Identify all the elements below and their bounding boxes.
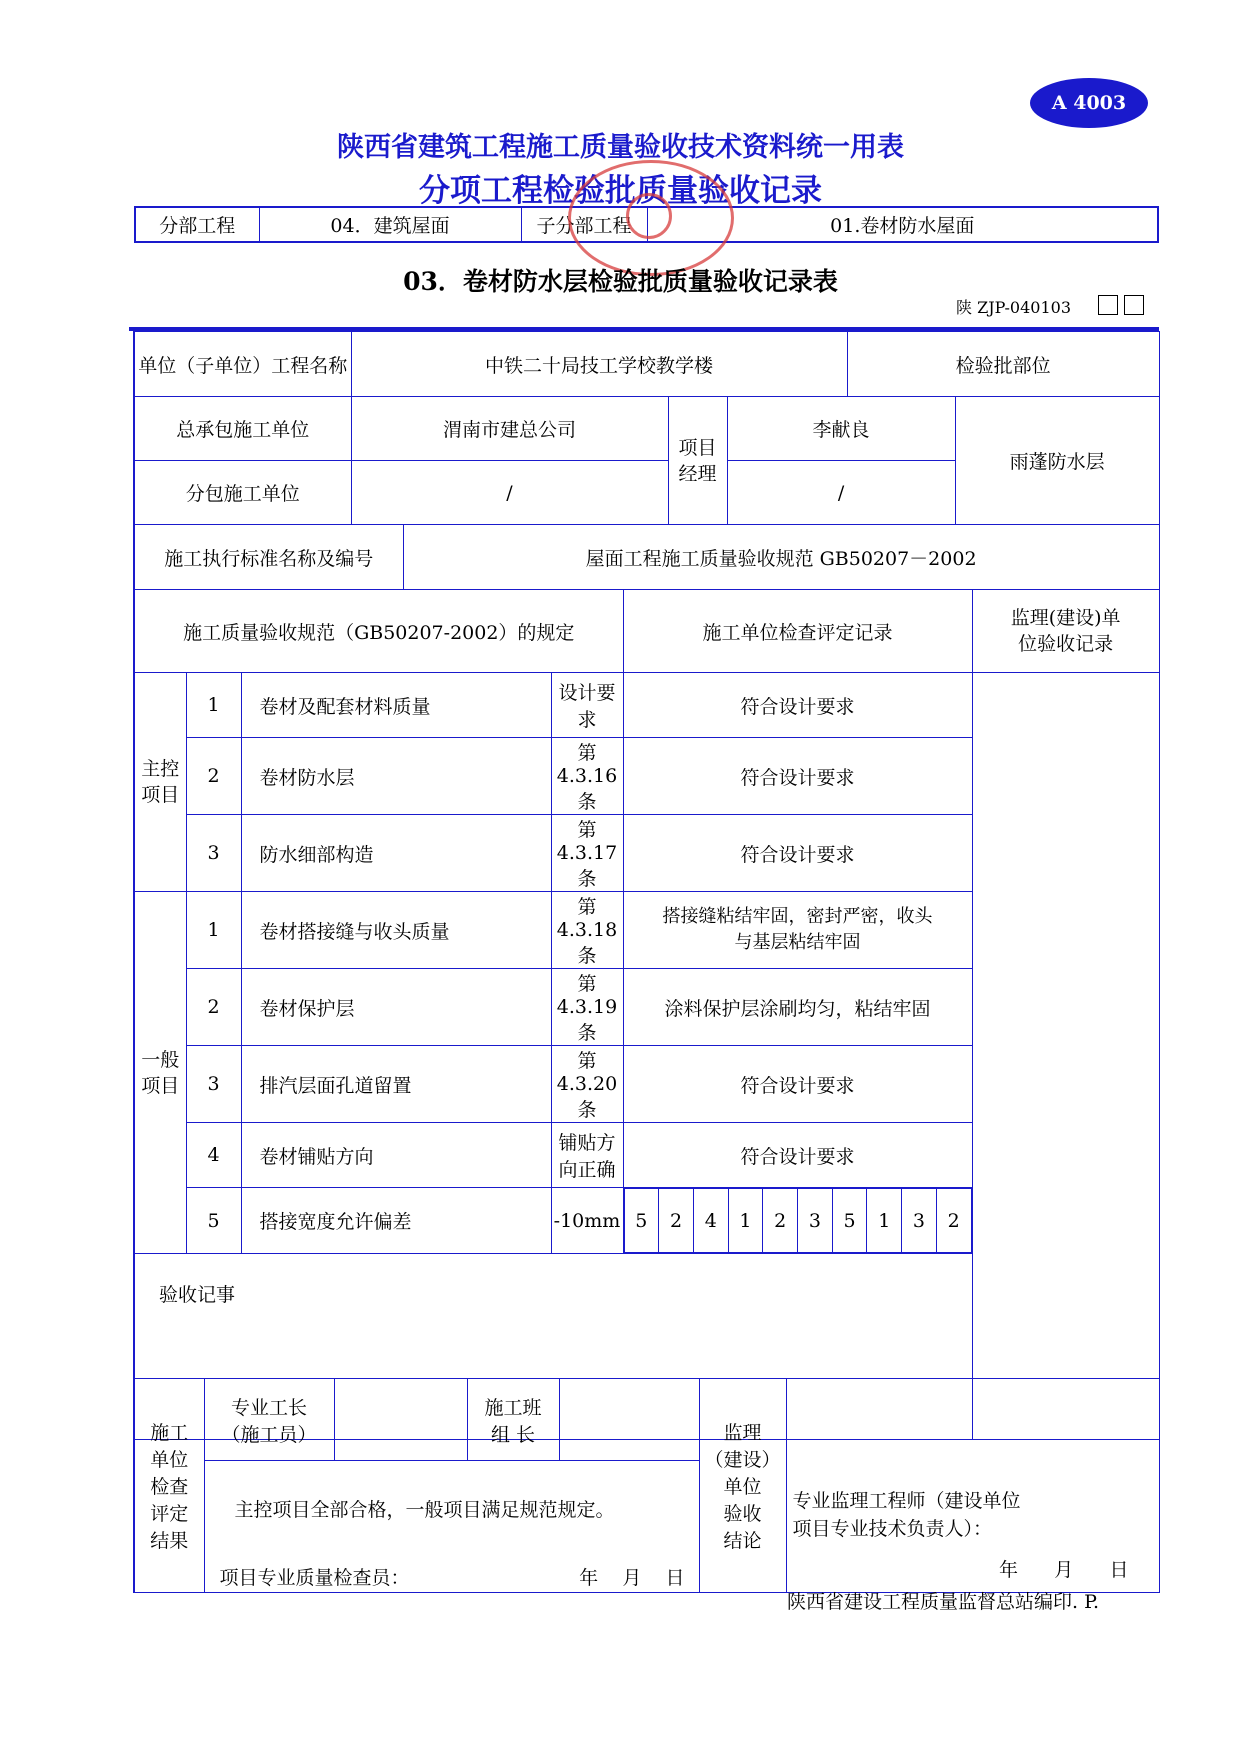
- deviation-measurements: [624, 1188, 972, 1253]
- project-name-label: 单位（子单位）工程名称: [134, 332, 351, 397]
- date-right: 年 月 日: [999, 1559, 1129, 1581]
- item-result: 符合设计要求: [623, 1046, 972, 1123]
- deviation-value: 5: [832, 1189, 867, 1253]
- acceptance-notes-label: 验收记事: [159, 1284, 236, 1306]
- item-clause: 铺贴方向正确: [551, 1123, 623, 1188]
- item-result: 搭接缝粘结牢固，密封严密，收头 与基层粘结牢固: [623, 892, 972, 969]
- division-label: 分部工程: [135, 207, 259, 242]
- item-name: 卷材防水层: [241, 738, 551, 815]
- general-group-label: 一般 项目: [134, 892, 186, 1254]
- record-table-title: 03．卷材防水层检验批质量验收记录表: [403, 267, 838, 296]
- checkbox-2[interactable]: [1124, 295, 1144, 315]
- deviation-value: 3: [798, 1189, 833, 1253]
- item-name: 卷材及配套材料质量: [241, 673, 551, 738]
- inspection-record-table: [133, 331, 1160, 1440]
- team-leader-signature: [559, 1379, 699, 1461]
- item-name: 卷材铺贴方向: [241, 1123, 551, 1188]
- foreman-signature: [334, 1379, 467, 1461]
- checkbox-1[interactable]: [1098, 295, 1118, 315]
- standard-label: 施工执行标准名称及编号: [134, 525, 403, 590]
- document-title: 陕西省建筑工程施工质量验收技术资料统一用表: [337, 132, 904, 163]
- date-left: 年 月 日: [579, 1567, 685, 1589]
- form-code: 陕 ZJP-040103: [956, 298, 1071, 317]
- contractor-result-label: 施工 单位 检查 评定 结果: [134, 1379, 204, 1593]
- item-result: 符合设计要求: [623, 1123, 972, 1188]
- main-control-group-label: 主控 项目: [134, 673, 186, 892]
- inspector-label: 项目专业质量检查员：: [219, 1567, 410, 1589]
- project-manager-value: 李献良: [727, 397, 955, 461]
- item-clause: 设计要求: [551, 673, 623, 738]
- supervisor-conclusion-label: 监理 （建设） 单位 验收 结论: [699, 1379, 786, 1593]
- item-name: 排汽层面孔道留置: [241, 1046, 551, 1123]
- check-column-header: 施工单位检查评定记录: [623, 590, 972, 673]
- engineer-label: 专业监理工程师（建设单位 项目专业技术负责人）：: [792, 1490, 1021, 1540]
- publisher-footer: 陕西省建设工程质量监督总站编印. P.: [787, 1591, 1100, 1613]
- item-name: 搭接宽度允许偏差: [241, 1188, 551, 1254]
- item-name: 卷材保护层: [241, 969, 551, 1046]
- item-clause: 第 4.3.18 条: [551, 892, 623, 969]
- item-clause: 第 4.3.19 条: [551, 969, 623, 1046]
- conclusion-table: [133, 1378, 1160, 1593]
- subcontractor-pm-value: /: [727, 461, 955, 525]
- contractor-conclusion: 主控项目全部合格，一般项目满足规范规定。: [234, 1499, 615, 1521]
- team-leader-label: 施工班 组 长: [467, 1379, 559, 1461]
- item-clause: 第 4.3.16 条: [551, 738, 623, 815]
- item-result: 涂料保护层涂刷均匀，粘结牢固: [623, 969, 972, 1046]
- deviation-value: 1: [728, 1189, 763, 1253]
- foreman-label: 专业工长 （施工员）: [204, 1379, 334, 1461]
- subdivision-value: 01.卷材防水屋面: [647, 207, 1158, 242]
- item-number: 3: [186, 1046, 241, 1123]
- item-result: 符合设计要求: [623, 673, 972, 738]
- deviation-value: 2: [763, 1189, 798, 1253]
- division-header-table: [134, 206, 1159, 243]
- item-result: 符合设计要求: [623, 815, 972, 892]
- item-name: 防水细部构造: [241, 815, 551, 892]
- batch-location-label: 检验批部位: [847, 332, 1159, 397]
- item-number: 1: [186, 892, 241, 969]
- deviation-value: 2: [936, 1189, 971, 1253]
- division-value: 04．建筑屋面: [259, 207, 521, 242]
- contractor-label: 总承包施工单位: [134, 397, 351, 461]
- deviation-value: 2: [659, 1189, 694, 1253]
- subdivision-label: 子分部工程: [521, 207, 647, 242]
- deviation-value: 4: [693, 1189, 728, 1253]
- subcontractor-value: /: [351, 461, 668, 525]
- item-result: 符合设计要求: [623, 738, 972, 815]
- item-number: 3: [186, 815, 241, 892]
- spec-column-header: 施工质量验收规范（GB50207-2002）的规定: [134, 590, 623, 673]
- item-number: 1: [186, 673, 241, 738]
- document-subtitle: 分项工程检验批质量验收记录: [419, 173, 822, 209]
- item-name: 卷材搭接缝与收头质量: [241, 892, 551, 969]
- form-number-badge: A 4003: [1030, 78, 1148, 128]
- supervisor-column-header: 监理(建设)单 位验收记录: [972, 590, 1159, 673]
- deviation-value: 5: [624, 1189, 659, 1253]
- item-clause: 第 4.3.17 条: [551, 815, 623, 892]
- subcontractor-label: 分包施工单位: [134, 461, 351, 525]
- item-number: 4: [186, 1123, 241, 1188]
- item-number: 5: [186, 1188, 241, 1254]
- item-number: 2: [186, 969, 241, 1046]
- deviation-value: 1: [867, 1189, 902, 1253]
- contractor-conclusion-cell: [204, 1461, 699, 1593]
- project-manager-label: 项目 经理: [668, 397, 727, 525]
- supervisor-conclusion-cell: [786, 1379, 1159, 1593]
- contractor-value: 渭南市建总公司: [351, 397, 668, 461]
- standard-value: 屋面工程施工质量验收规范 GB50207－2002: [403, 525, 1159, 590]
- item-number: 2: [186, 738, 241, 815]
- batch-location-value: 雨蓬防水层: [955, 397, 1159, 525]
- item-clause: 第 4.3.20 条: [551, 1046, 623, 1123]
- item-clause: -10mm: [551, 1188, 623, 1254]
- deviation-value: 3: [902, 1189, 937, 1253]
- project-name-value: 中铁二十局技工学校教学楼: [351, 332, 847, 397]
